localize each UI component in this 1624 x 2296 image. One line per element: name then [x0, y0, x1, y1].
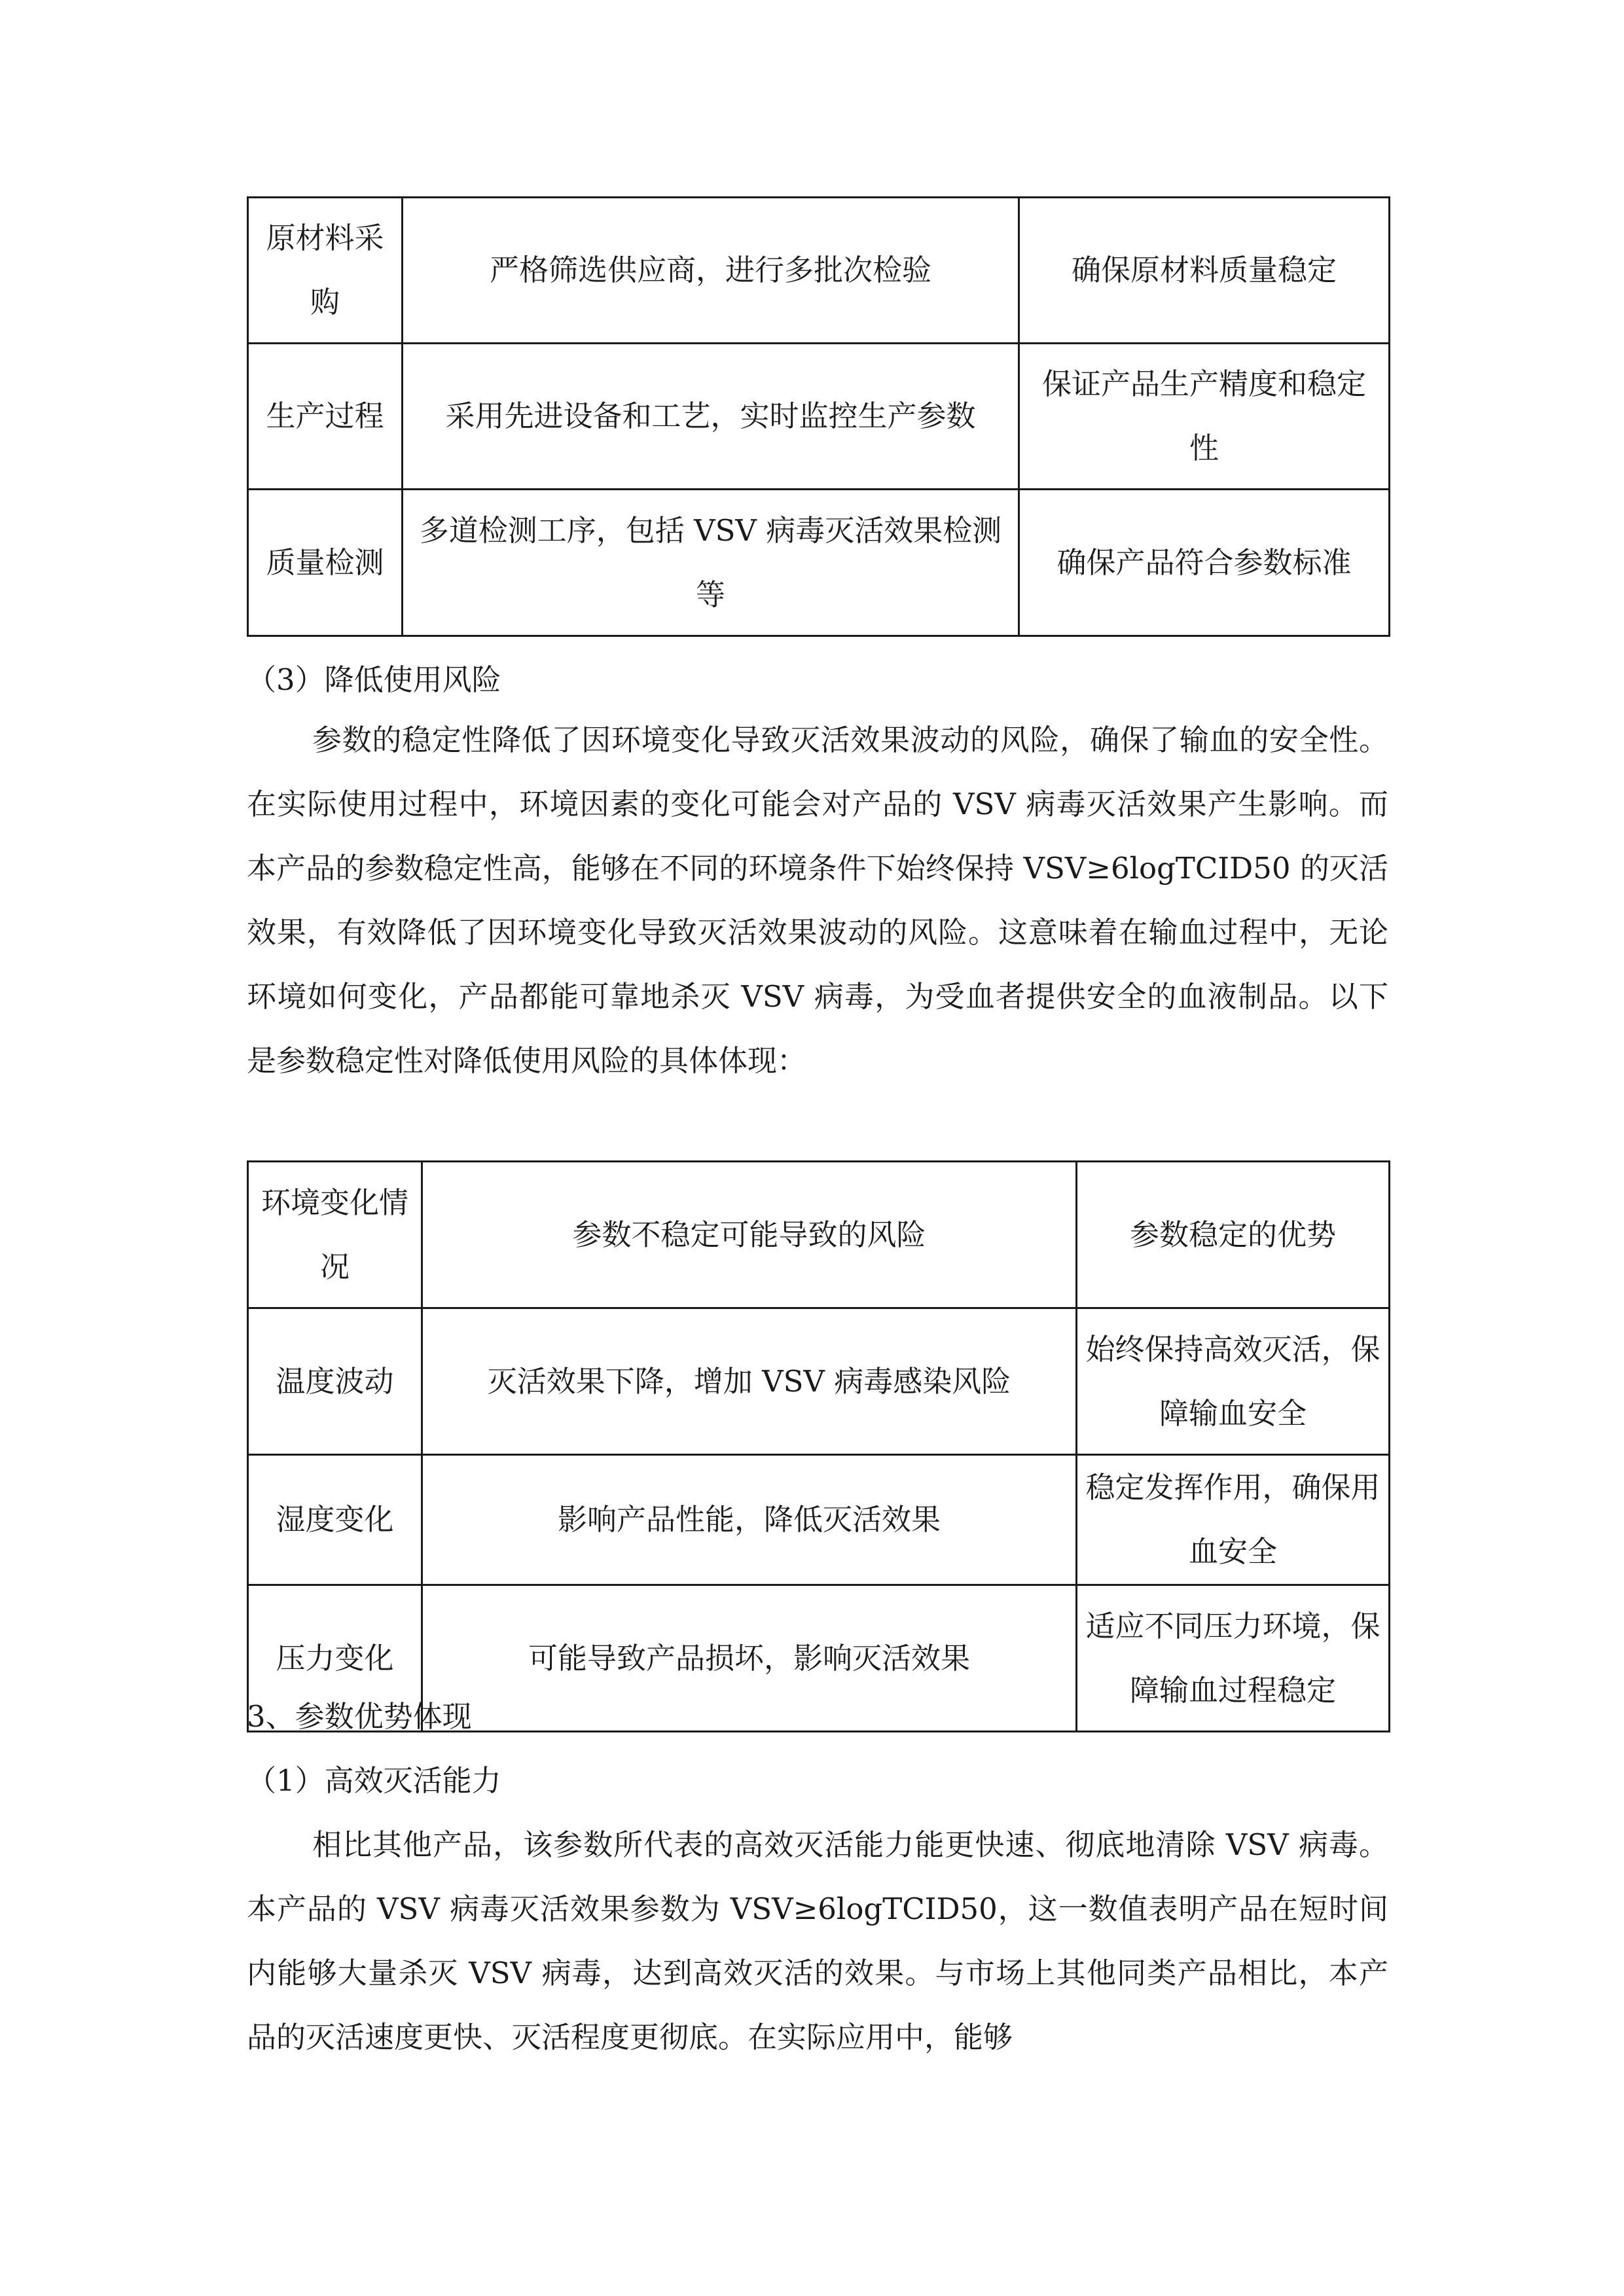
- table-cell: 多道检测工序，包括 VSV 病毒灭活效果检测等: [403, 490, 1019, 636]
- table-header-cell: 环境变化情况: [248, 1162, 422, 1308]
- risk-table: [247, 1160, 1390, 1732]
- table-cell: 影响产品性能，降低灭活效果: [422, 1455, 1077, 1585]
- table-cell: 灭活效果下降，增加 VSV 病毒感染风险: [422, 1308, 1077, 1455]
- body-paragraph: 参数的稳定性降低了因环境变化导致灭活效果波动的风险，确保了输血的安全性。在实际使用过程中，环境因素的变化可能会对产品的 VSV 病毒灭活效果产生影响。而本产品的参数稳定性高，能够在不同的环境条件下始终保持 VSV≥6logTCID50 的灭活效果，有效降低了因环境变化导致灭活效果波动的风险。这意味着在输血过程中，无论环境如何变化，产品都能可靠地杀灭 VSV 病毒，为受血者提供安全的血液制品。以下是参数稳定性对降低使用风险的具体体现：: [247, 723, 1388, 1078]
- table-cell: 确保原材料质量稳定: [1019, 198, 1390, 344]
- process-table: [247, 196, 1390, 637]
- table-cell: 可能导致产品损坏，影响灭活效果: [422, 1585, 1077, 1732]
- table-row: [248, 198, 1390, 344]
- table-cell: 保证产品生产精度和稳定性: [1019, 344, 1390, 490]
- table-header-cell: 参数稳定的优势: [1077, 1162, 1390, 1308]
- table-cell: 确保产品符合参数标准: [1019, 490, 1390, 636]
- table-cell: 始终保持高效灭活，保障输血安全: [1077, 1308, 1390, 1455]
- section-heading: 3、参数优势体现: [247, 1699, 472, 1734]
- table-cell: 原材料采购: [248, 198, 403, 344]
- table-cell: 采用先进设备和工艺，实时监控生产参数: [403, 344, 1019, 490]
- table-cell: 适应不同压力环境，保障输血过程稳定: [1077, 1585, 1390, 1732]
- table-cell: 湿度变化: [248, 1455, 422, 1585]
- section-heading: （3）降低使用风险: [247, 662, 501, 697]
- table-cell: 压力变化: [248, 1585, 422, 1732]
- subsection-heading: （1）高效灭活能力: [247, 1763, 501, 1798]
- table-row: [248, 1455, 1390, 1585]
- table-cell: 严格筛选供应商，进行多批次检验: [403, 198, 1019, 344]
- table-header-row: [248, 1162, 1390, 1308]
- table-cell: 质量检测: [248, 490, 403, 636]
- table-cell: 稳定发挥作用，确保用血安全: [1077, 1455, 1390, 1585]
- table-row: [248, 344, 1390, 490]
- table-header-cell: 参数不稳定可能导致的风险: [422, 1162, 1077, 1308]
- table-row: [248, 1308, 1390, 1455]
- table-row: [248, 490, 1390, 636]
- table-cell: 生产过程: [248, 344, 403, 490]
- table-cell: 温度波动: [248, 1308, 422, 1455]
- body-paragraph: 相比其他产品，该参数所代表的高效灭活能力能更快速、彻底地清除 VSV 病毒。本产品的 VSV 病毒灭活效果参数为 VSV≥6logTCID50，这一数值表明产品在短时间内能够大量杀灭 VSV 病毒，达到高效灭活的效果。与市场上其他同类产品相比，本产品的灭活速度更快、灭活程度更彻底。在实际应用中，能够: [247, 1827, 1388, 2054]
